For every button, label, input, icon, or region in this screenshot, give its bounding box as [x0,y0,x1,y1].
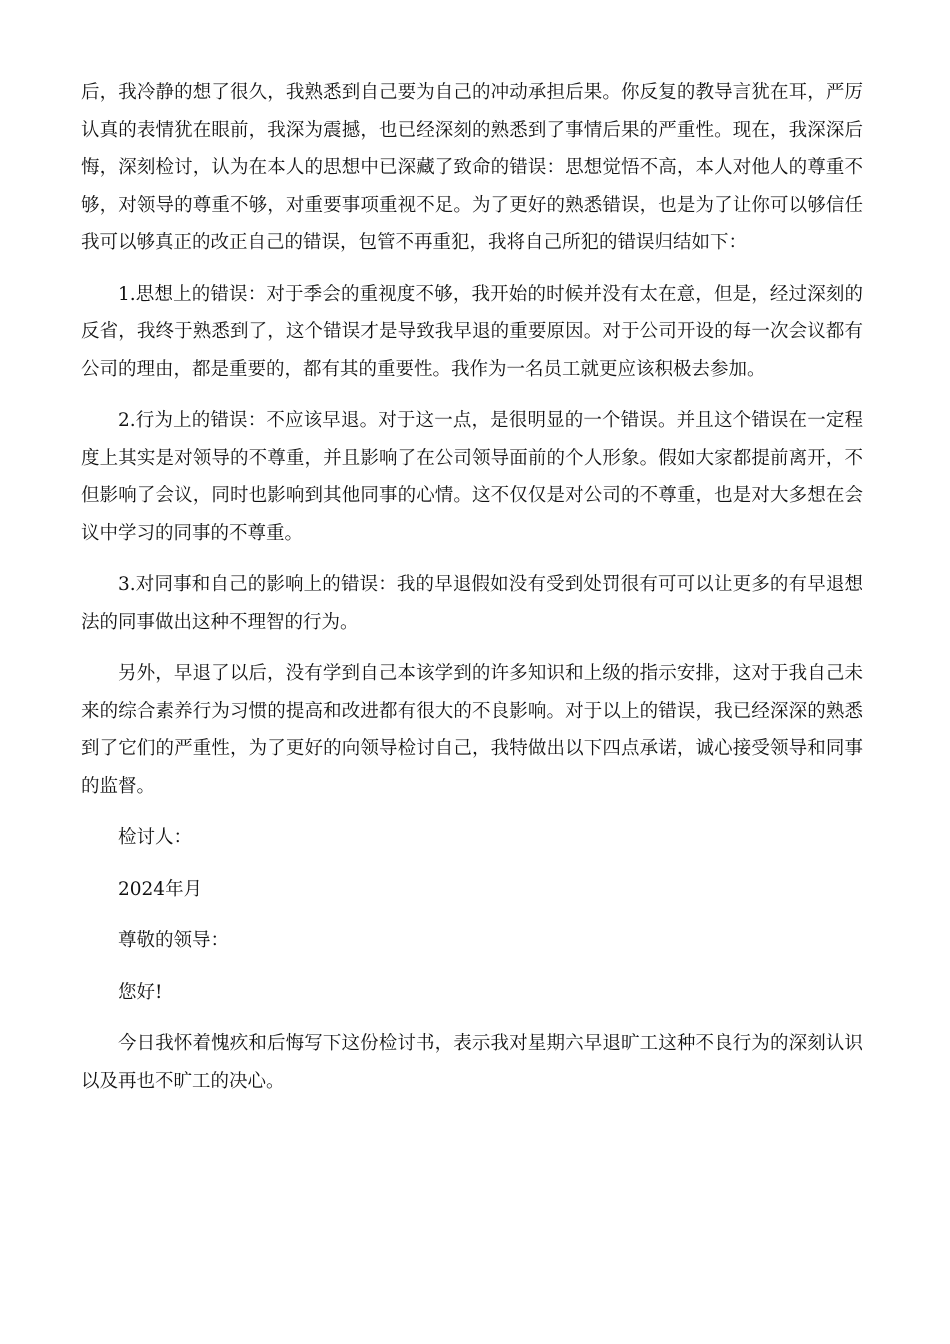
paragraph-item-1: 1.思想上的错误：对于季会的重视度不够，我开始的时候并没有太在意，但是，经过深刻的反省，我终于熟悉到了，这个错误才是导致我早退的重要原因。对于公司开设的每一次会议都有公司的理由，都是重要的，都有其的重要性。我作为一名员工就更应该积极去参加。 [81,283,863,380]
paragraph-item-2: 2.行为上的错误：不应该早退。对于这一点，是很明显的一个错误。并且这个错误在一定程度上其实是对领导的不尊重，并且影响了在公司领导面前的个人形象。假如大家都提前离开，不但影响了会议，同时也影响到其他同事的心情。这不仅仅是对公司的不尊重，也是对大多想在会议中学习的同事的不尊重。 [81,410,863,544]
document-body [81,74,863,1114]
date-line: 2024年月 [118,878,203,900]
paragraph-opening: 今日我怀着愧疚和后悔写下这份检讨书，表示我对星期六早退旷工这种不良行为的深刻认识以及再也不旷工的决心。 [81,1033,863,1092]
paragraph-additional: 另外，早退了以后，没有学到自己本该学到的许多知识和上级的指示安排，这对于我自己未来的综合素养行为习惯的提高和改进都有很大的不良影响。对于以上的错误，我已经深深的熟悉到了它们的严重性，为了更好的向领导检讨自己，我特做出以下四点承诺，诚心接受领导和同事的监督。 [81,663,863,797]
salutation: 尊敬的领导： [118,930,230,951]
greeting: 您好! [118,981,163,1003]
paragraph-continuation: 后，我冷静的想了很久，我熟悉到自己要为自己的冲动承担后果。你反复的教导言犹在耳，严厉认真的表情犹在眼前，我深为震撼，也已经深刻的熟悉到了事情后果的严重性。现在，我深深后悔，深刻检讨，认为在本人的思想中已深藏了致命的错误：思想觉悟不高，本人对他人的尊重不够，对领导的尊重不够，对重要事项重视不足。为了更好的熟悉错误，也是为了让你可以够信任我可以够真正的改正自己的错误，包管不再重犯，我将自己所犯的错误归结如下： [81,82,863,253]
paragraph-item-3: 3.对同事和自己的影响上的错误：我的早退假如没有受到处罚很有可可以让更多的有早退想法的同事做出这种不理智的行为。 [81,574,863,633]
signature-label: 检讨人： [118,827,193,848]
